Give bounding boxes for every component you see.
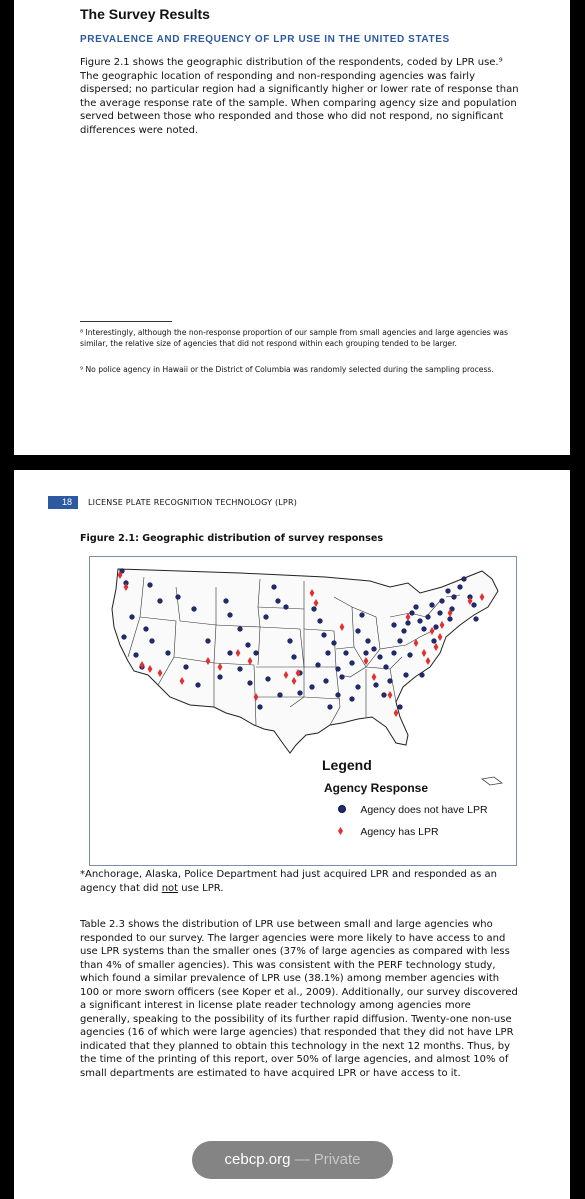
browser-url-pill[interactable]	[192, 1141, 393, 1179]
agency-no-lpr-marker	[298, 691, 303, 696]
agency-no-lpr-marker	[472, 603, 477, 608]
legend-label-no-lpr: Agency does not have LPR	[360, 804, 488, 816]
agency-no-lpr-marker	[288, 639, 293, 644]
figure-note-text: *Anchorage, Alaska, Police Department had just acquired LPR and responded as an agency that did	[80, 869, 498, 894]
navy-dot-icon	[338, 805, 346, 813]
agency-no-lpr-marker	[374, 683, 379, 688]
agency-no-lpr-marker	[332, 641, 337, 646]
agency-no-lpr-marker	[134, 653, 139, 658]
section-subheading: PREVALENCE AND FREQUENCY OF LPR USE IN THE UNITED STATES	[80, 34, 450, 45]
agency-no-lpr-marker	[238, 627, 243, 632]
agency-no-lpr-marker	[258, 705, 263, 710]
agency-no-lpr-marker	[196, 683, 201, 688]
agency-no-lpr-marker	[248, 681, 253, 686]
figure-note-end: use LPR.	[178, 882, 224, 894]
agency-no-lpr-marker	[350, 697, 355, 702]
agency-no-lpr-marker	[458, 585, 463, 590]
agency-no-lpr-marker	[316, 663, 321, 668]
agency-no-lpr-marker	[184, 665, 189, 670]
running-header-title: LICENSE PLATE RECOGNITION TECHNOLOGY (LPR)	[88, 498, 298, 507]
agency-no-lpr-marker	[246, 643, 251, 648]
agency-no-lpr-marker	[206, 639, 211, 644]
body-paragraph-2: Table 2.3 shows the distribution of LPR use between small and large agencies who responded to our survey. The larger agencies were more likely to have access to and use LPR systems than the smaller ones (37% of large agencies as compared with less than 4% of smaller agencies). This was consistent with the PERF technology study, which found a similar prevalence of LPR use (38.1%) among member agencies with 100 or more sworn officers (see Koper et al., 2009). Additionally, our survey discovered a significant interest in license plate reader technology among agencies more generally, speaking to the possibility of its further rapid diffusion. Twenty-one non-use agencies (16 of which were large agencies) that responded that they did not have LPR indicated that they planned to obtain this technology in the next 12 months. Thus, by the time of the printing of this report, over 50% of large agencies, and almost 10% of small departments are estimated to have acquired LPR or have access to it.	[80, 919, 518, 1079]
agency-no-lpr-marker	[382, 693, 387, 698]
agency-no-lpr-marker	[422, 627, 427, 632]
agency-no-lpr-marker	[336, 667, 341, 672]
agency-no-lpr-marker	[440, 599, 445, 604]
agency-no-lpr-marker	[420, 673, 425, 678]
agency-no-lpr-marker	[324, 679, 329, 684]
agency-no-lpr-marker	[414, 605, 419, 610]
agency-no-lpr-marker	[408, 653, 413, 658]
agency-no-lpr-marker	[446, 589, 451, 594]
agency-no-lpr-marker	[238, 667, 243, 672]
figure-caption: Figure 2.1: Geographic distribution of survey responses	[80, 533, 384, 544]
footnote-9: ⁹ No police agency in Hawaii or the District of Columbia was randomly selected during the sampling process.	[80, 365, 494, 374]
agency-no-lpr-marker	[392, 623, 397, 628]
legend-item-has-lpr	[338, 826, 439, 838]
us-map-graphic	[90, 557, 516, 865]
agency-no-lpr-marker	[218, 675, 223, 680]
agency-no-lpr-marker	[402, 629, 407, 634]
agency-no-lpr-marker	[158, 599, 163, 604]
agency-no-lpr-marker	[264, 615, 269, 620]
agency-no-lpr-marker	[350, 661, 355, 666]
agency-no-lpr-marker	[404, 673, 409, 678]
agency-no-lpr-marker	[398, 639, 403, 644]
agency-no-lpr-marker	[176, 595, 181, 600]
legend-subtitle: Agency Response	[324, 781, 429, 795]
agency-no-lpr-marker	[166, 651, 171, 656]
agency-no-lpr-marker	[392, 651, 397, 656]
agency-no-lpr-marker	[452, 595, 457, 600]
agency-no-lpr-marker	[310, 685, 315, 690]
agency-no-lpr-marker	[192, 607, 197, 612]
document-page-1	[14, 0, 570, 455]
agency-no-lpr-marker	[130, 615, 135, 620]
agency-no-lpr-marker	[398, 705, 403, 710]
agency-no-lpr-marker	[410, 611, 415, 616]
agency-no-lpr-marker	[366, 639, 371, 644]
legend-title: Legend	[322, 757, 372, 773]
private-mode-label: Private	[313, 1151, 361, 1168]
agency-no-lpr-marker	[462, 577, 467, 582]
agency-no-lpr-marker	[364, 651, 369, 656]
agency-no-lpr-marker	[144, 627, 149, 632]
agency-no-lpr-marker	[122, 635, 127, 640]
agency-no-lpr-marker	[276, 599, 281, 604]
agency-no-lpr-marker	[388, 679, 393, 684]
agency-no-lpr-marker	[344, 651, 349, 656]
agency-no-lpr-marker	[224, 599, 229, 604]
agency-no-lpr-marker	[372, 647, 377, 652]
us-outline	[112, 569, 498, 753]
footnote-8: ⁸ Interestingly, although the non-response proportion of our sample from small agencies and large agencies was similar, the relative size of agencies that did not respond within each grouping tended to be larger.	[80, 328, 508, 348]
agency-no-lpr-marker	[432, 639, 437, 644]
footnote-divider	[80, 321, 172, 322]
agency-no-lpr-marker	[384, 665, 389, 670]
legend-label-has-lpr: Agency has LPR	[360, 826, 439, 838]
url-domain: cebcp.org	[224, 1151, 291, 1168]
running-header	[14, 496, 570, 509]
agency-no-lpr-marker	[228, 651, 233, 656]
url-separator: —	[290, 1151, 314, 1168]
legend-item-no-lpr	[338, 804, 488, 816]
agency-no-lpr-marker	[474, 617, 479, 622]
inset-mark	[482, 777, 502, 785]
agency-no-lpr-marker	[434, 625, 439, 630]
body-paragraph: Figure 2.1 shows the geographic distribution of the respondents, coded by LPR use.⁹ The geographic location of responding and non-responding agencies was fairly dispersed; no particular region had a significantly higher or lower rate of response than the average response rate of the sample. When comparing agency size and population served between those who responded and those who did not respond, no significant differences were noted.	[80, 57, 519, 136]
agency-no-lpr-marker	[292, 655, 297, 660]
us-map-figure	[89, 556, 517, 866]
red-diamond-icon	[338, 827, 343, 835]
agency-no-lpr-marker	[356, 685, 361, 690]
agency-no-lpr-marker	[406, 621, 411, 626]
agency-no-lpr-marker	[150, 639, 155, 644]
agency-no-lpr-marker	[148, 583, 153, 588]
page-number: 18	[48, 496, 78, 509]
agency-no-lpr-marker	[228, 613, 233, 618]
agency-no-lpr-marker	[278, 693, 283, 698]
agency-no-lpr-marker	[418, 619, 423, 624]
agency-no-lpr-marker	[272, 585, 277, 590]
agency-no-lpr-marker	[356, 629, 361, 634]
agency-no-lpr-marker	[336, 693, 341, 698]
agency-no-lpr-marker	[340, 675, 345, 680]
agency-no-lpr-marker	[284, 605, 289, 610]
agency-no-lpr-marker	[360, 613, 365, 618]
agency-no-lpr-marker	[378, 655, 383, 660]
agency-no-lpr-marker	[448, 617, 453, 622]
agency-no-lpr-marker	[312, 607, 317, 612]
agency-no-lpr-marker	[438, 611, 443, 616]
document-page-2	[14, 470, 570, 1199]
figure-note-emphasis: not	[161, 882, 179, 894]
agency-no-lpr-marker	[266, 677, 271, 682]
agency-no-lpr-marker	[318, 619, 323, 624]
section-title: The Survey Results	[80, 6, 210, 22]
agency-no-lpr-marker	[426, 615, 431, 620]
agency-no-lpr-marker	[254, 651, 259, 656]
agency-no-lpr-marker	[326, 651, 331, 656]
agency-no-lpr-marker	[328, 705, 333, 710]
agency-no-lpr-marker	[322, 633, 327, 638]
agency-no-lpr-marker	[430, 603, 435, 608]
figure-note	[80, 868, 520, 895]
